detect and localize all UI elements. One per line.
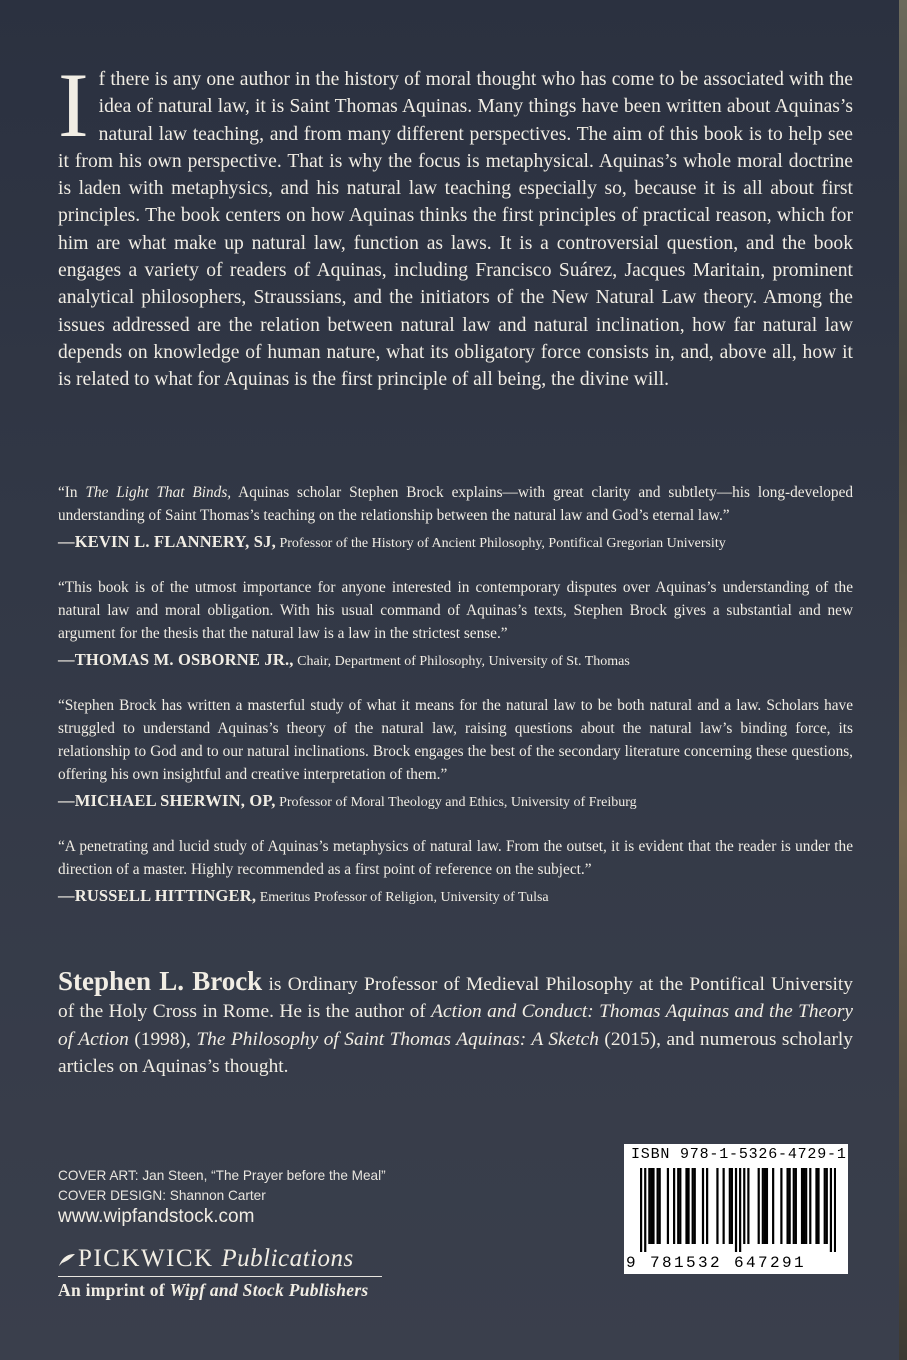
author-name: Stephen L. Brock xyxy=(58,966,263,996)
cover-design-credit: COVER DESIGN: Shannon Carter xyxy=(58,1188,266,1203)
publisher-name xyxy=(58,1244,388,1274)
barcode-bar xyxy=(805,1168,807,1244)
publisher-name-italic: Publications xyxy=(221,1245,354,1272)
bio-text: (1998), xyxy=(128,1028,197,1050)
endorser-affiliation: Chair, Department of Philosophy, University of St. Thomas xyxy=(297,654,630,669)
barcode-bar xyxy=(824,1168,826,1244)
endorser-name: —THOMAS M. OSBORNE JR., xyxy=(58,650,294,669)
endorsement-4 xyxy=(58,835,853,908)
barcode-bar xyxy=(747,1168,749,1244)
isbn-barcode xyxy=(624,1144,848,1274)
endorser-name: —MICHAEL SHERWIN, OP, xyxy=(58,791,276,810)
barcode-bar xyxy=(673,1168,675,1244)
barcode-bars xyxy=(640,1168,836,1252)
endorsement-attribution xyxy=(58,650,853,672)
imprint-line xyxy=(58,1280,388,1301)
author-bio xyxy=(58,968,853,1081)
barcode-bar xyxy=(694,1168,696,1244)
endorser-affiliation: Emeritus Professor of Religion, University of Tulsa xyxy=(259,890,549,905)
endorsement-quote: “A penetrating and lucid study of Aquinas’s metaphysics of natural law. From the outset, it is evident that the reader is under the direction of a master. Highly recommended as a first point of reference on the subject.” xyxy=(58,838,853,878)
endorsement-attribution xyxy=(58,886,853,908)
imprint-publisher: Wipf and Stock Publishers xyxy=(169,1280,369,1300)
barcode-bar xyxy=(657,1168,659,1244)
barcode-digits: 9 781532 647291 xyxy=(626,1254,807,1272)
barcode-bar xyxy=(793,1168,795,1244)
barcode-bar xyxy=(652,1168,654,1244)
imprint-prefix: An imprint of xyxy=(58,1280,170,1300)
barcode-bar xyxy=(731,1168,733,1244)
publisher-website: www.wipfandstock.com xyxy=(58,1206,255,1227)
barcode-bar xyxy=(739,1168,741,1252)
endorsement-quote xyxy=(58,481,853,527)
barcode-bar xyxy=(706,1168,708,1244)
barcode-bar xyxy=(659,1168,661,1244)
barcode-bar xyxy=(667,1168,669,1244)
barcode-bar xyxy=(644,1168,646,1252)
quote-text: Aquinas scholar Stephen Brock explains—with great clarity and subtlety—his long-developed understanding of Saint Thomas’s teaching on the relationship between the natural law and God’s eternal law.” xyxy=(58,484,854,524)
barcode-bar xyxy=(826,1168,828,1244)
endorsement-attribution xyxy=(58,532,853,554)
isbn-label: ISBN 978-1-5326-4729-1 xyxy=(631,1146,847,1163)
endorsement-attribution xyxy=(58,791,853,813)
barcode-bar xyxy=(786,1168,788,1244)
cover-credits xyxy=(58,1166,386,1206)
divider xyxy=(58,1276,382,1277)
barcode-bar xyxy=(685,1168,687,1244)
barcode-bar xyxy=(766,1168,768,1244)
bio-text: (2015), and numerous scholarly articles on Aquinas’s thought. xyxy=(58,1028,853,1078)
barcode-bar xyxy=(780,1168,782,1244)
endorser-affiliation: Professor of Moral Theology and Ethics, University of Freiburg xyxy=(279,795,637,810)
barcode-bar xyxy=(795,1168,797,1244)
publisher-name-caps: PICKWICK xyxy=(78,1245,214,1272)
barcode-bar xyxy=(801,1168,803,1244)
blurb-text: f there is any one author in the history of moral thought who has come to be associated with the idea of natural law, it is Saint Thomas Aquinas. Many things have been written about Aquinas’s natural law teaching, and from many different perspectives. The aim of this book is to help see it from his own perspective. That is why the focus is metaphysical. Aquinas’s whole moral doctrine is laden with metaphysics, and his natural law teaching especially so, because it is all about first principles. The book centers on how Aquinas thinks the first principles of practical reason, which for him are what make up natural law, function as laws. It is a controversial question, and the book engages a variety of readers of Aquinas, including Francisco Suárez, Jacques Maritain, prominent analytical philosophers, Straussians, and the initiators of the New Natural Law theory. Among the issues addressed are the relation between natural law and natural inclination, how far natural law depends on knowledge of human nature, what its obligatory force consists in, and, above all, how it is related to what for Aquinas is the first principle of all being, the divine will. xyxy=(58,69,853,391)
quote-book-title: The Light That Binds, xyxy=(85,484,232,501)
barcode-bar xyxy=(809,1168,811,1244)
publisher-logo xyxy=(58,1244,388,1301)
barcode-bar xyxy=(817,1168,819,1244)
barcode-bar xyxy=(723,1168,725,1244)
barcode-bar xyxy=(735,1168,737,1252)
quote-text: “In xyxy=(58,484,86,501)
barcode-bar xyxy=(677,1168,679,1244)
barcode-bar xyxy=(815,1168,817,1244)
endorsement-2 xyxy=(58,576,853,672)
barcode-bar xyxy=(716,1168,718,1244)
barcode-bar xyxy=(687,1168,689,1244)
endorsement-quote: “Stephen Brock has written a masterful study of what it means for the natural law to be both natural and a law. Scholars have struggled to understand Aquinas’s theory of the natural law, raising questions about the natural law’s binding force, its relationship to God and to our natural inclinations. Brock engages the best of the secondary literature concerning these questions, offering his own insightful and creative interpretation of them.” xyxy=(58,697,853,783)
endorser-name: —RUSSELL HITTINGER, xyxy=(58,886,257,905)
barcode-bar xyxy=(758,1168,760,1244)
endorsements xyxy=(58,481,853,930)
book-title: Action and Conduct: Thomas Aquinas and the Theory of Action xyxy=(58,1001,853,1050)
barcode-bar xyxy=(772,1168,774,1244)
book-blurb xyxy=(58,54,853,394)
barcode-bar xyxy=(834,1168,836,1252)
barcode-bar xyxy=(692,1168,694,1244)
barcode-bar xyxy=(650,1168,652,1244)
barcode-bar xyxy=(743,1168,745,1244)
bio-text: is Ordinary Professor of Medieval Philosophy at the Pontifical University of the Holy Cross in Rome. He is the author of xyxy=(58,974,853,1023)
endorser-affiliation: Professor of the History of Ancient Philosophy, Pontifical Gregorian University xyxy=(279,536,726,551)
endorser-name: —KEVIN L. FLANNERY, SJ, xyxy=(58,532,276,551)
barcode-bar xyxy=(764,1168,766,1244)
barcode-bar xyxy=(830,1168,832,1252)
cover-art-credit: COVER ART: Jan Steen, “The Prayer before the Meal” xyxy=(58,1168,386,1183)
book-title: The Philosophy of Saint Thomas Aquinas: A Sketch xyxy=(196,1028,599,1050)
barcode-bar xyxy=(648,1168,650,1244)
barcode-bar xyxy=(789,1168,791,1244)
feather-icon xyxy=(58,1253,76,1267)
barcode-bar xyxy=(803,1168,805,1244)
endorsement-1 xyxy=(58,481,853,554)
barcode-bar xyxy=(702,1168,704,1244)
endorsement-3 xyxy=(58,694,853,813)
spine-edge xyxy=(899,0,907,1360)
barcode-bar xyxy=(729,1168,731,1244)
endorsement-quote: “This book is of the utmost importance for anyone interested in contemporary disputes over Aquinas’s understanding of the natural law and moral obligation. With his usual command of Aquinas’s texts, Stephen Brock gives a substantial and new argument for the thesis that the natural law is a law in the strictest sense.” xyxy=(58,579,853,642)
barcode-bar xyxy=(679,1168,681,1244)
drop-cap: I xyxy=(58,54,89,156)
barcode-bar xyxy=(640,1168,642,1252)
barcode-bar xyxy=(762,1168,764,1244)
